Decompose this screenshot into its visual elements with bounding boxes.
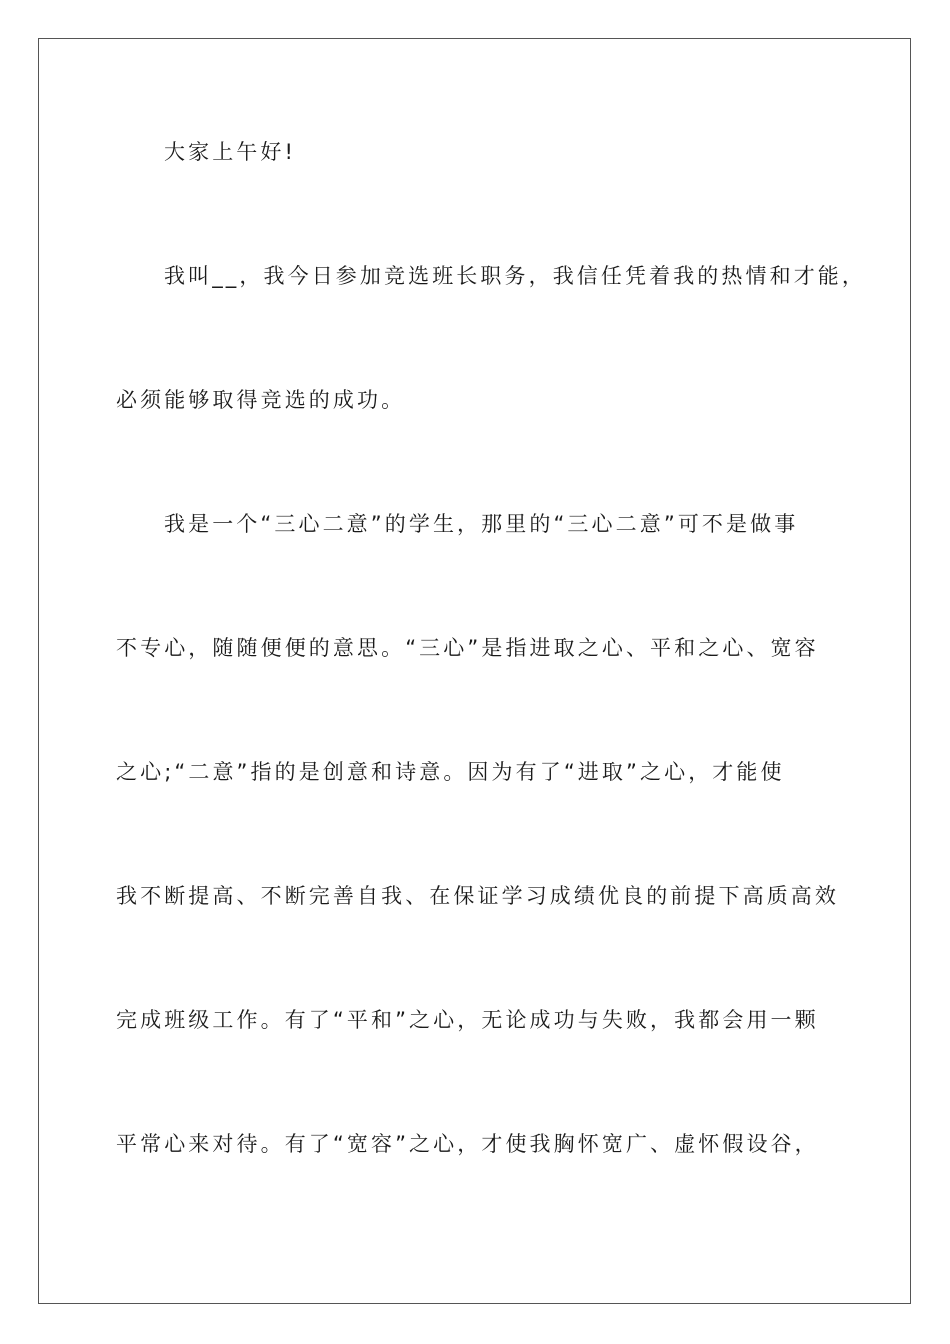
paragraph-2-line-5: 完成班级工作。有了“平和”之心，无论成功与失败，我都会用一颗 — [116, 1008, 819, 1032]
paragraph-1-line-2: 必须能够取得竞选的成功。 — [116, 388, 406, 412]
paragraph-2-line-4: 我不断提高、不断完善自我、在保证学习成绩优良的前提下高质高效 — [116, 884, 839, 908]
paragraph-2-line-1: 我是一个“三心二意”的学生，那里的“三心二意”可不是做事 — [164, 512, 799, 536]
paragraph-2-line-3: 之心;“二意”指的是创意和诗意。因为有了“进取”之心，才能使 — [116, 760, 785, 784]
paragraph-1-line-1: 我叫__，我今日参加竞选班长职务，我信任凭着我的热情和才能， — [164, 264, 866, 288]
paragraph-2-line-2: 不专心，随随便便的意思。“三心”是指进取之心、平和之心、宽容 — [116, 636, 819, 660]
page-border — [38, 38, 911, 1304]
paragraph-2-line-6: 平常心来对待。有了“宽容”之心，才使我胸怀宽广、虚怀假设谷， — [116, 1132, 819, 1156]
greeting-line: 大家上午好! — [164, 140, 297, 164]
